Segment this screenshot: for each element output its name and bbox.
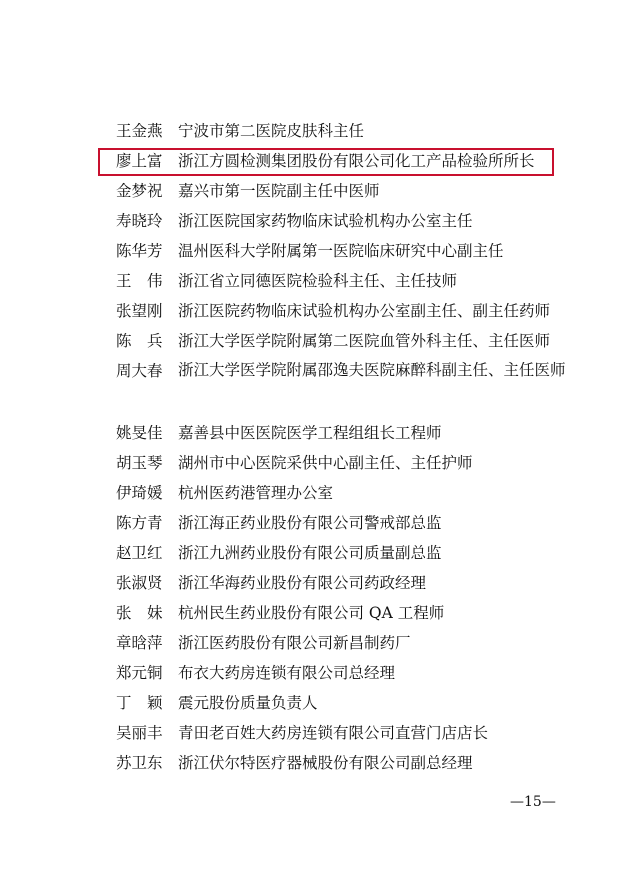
person-title: 杭州医药港管理办公室 — [178, 484, 334, 502]
page-number: —15— — [510, 794, 556, 810]
person-title: 浙江医院国家药物临床试验机构办公室主任 — [178, 212, 473, 230]
person-name: 寿晓玲 — [116, 212, 163, 230]
person-name: 周大春 — [116, 362, 163, 380]
list-item — [116, 448, 576, 478]
person-title: 青田老百姓大药房连锁有限公司直营门店店长 — [178, 724, 489, 742]
person-name: 金梦祝 — [116, 182, 163, 200]
person-name: 张 妹 — [116, 604, 163, 622]
list-item — [116, 418, 576, 448]
person-name: 陈华芳 — [116, 242, 163, 260]
list-item — [116, 718, 576, 748]
person-title: 布衣大药房连锁有限公司总经理 — [178, 664, 396, 682]
list-item — [116, 236, 576, 266]
person-title: 杭州民生药业股份有限公司 QA 工程师 — [178, 604, 445, 622]
person-title: 浙江大学医学院附属邵逸夫医院麻醉科副主任、主任医师 — [178, 361, 566, 379]
list-item — [116, 628, 576, 658]
person-title: 浙江华海药业股份有限公司药政经理 — [178, 574, 427, 592]
list-item — [116, 508, 576, 538]
person-title: 浙江伏尔特医疗器械股份有限公司副总经理 — [178, 754, 473, 772]
person-name: 张淑贤 — [116, 574, 163, 592]
person-name: 伊琦媛 — [116, 484, 163, 502]
list-item — [116, 116, 576, 146]
person-title: 浙江医药股份有限公司新昌制药厂 — [178, 634, 411, 652]
list-item — [116, 266, 576, 296]
list-item — [116, 326, 576, 356]
person-title: 浙江方圆检测集团股份有限公司化工产品检验所所长 — [178, 152, 535, 170]
list-item — [116, 688, 576, 718]
person-name: 陈 兵 — [116, 332, 163, 350]
list-item — [116, 658, 576, 688]
person-name: 张望刚 — [116, 302, 163, 320]
person-name: 章晗萍 — [116, 634, 163, 652]
list-item — [116, 598, 576, 628]
person-name: 廖上富 — [116, 152, 163, 170]
person-name: 丁 颖 — [116, 694, 163, 712]
person-name: 吴丽丰 — [116, 724, 163, 742]
person-name: 苏卫东 — [116, 754, 163, 772]
person-title: 宁波市第二医院皮肤科主任 — [178, 122, 365, 140]
person-title: 浙江省立同德医院检验科主任、主任技师 — [178, 272, 458, 290]
list-item — [116, 146, 576, 176]
person-name: 胡玉琴 — [116, 454, 163, 472]
list-item — [116, 478, 576, 508]
person-name: 姚旻佳 — [116, 424, 163, 442]
list-item — [116, 538, 576, 568]
list-item — [116, 748, 576, 778]
person-title: 嘉善县中医医院医学工程组组长工程师 — [178, 424, 442, 442]
list-item — [116, 568, 576, 598]
person-name: 王金燕 — [116, 122, 163, 140]
person-title: 嘉兴市第一医院副主任中医师 — [178, 182, 380, 200]
person-name: 陈方青 — [116, 514, 163, 532]
person-title: 浙江医院药物临床试验机构办公室副主任、副主任药师 — [178, 302, 551, 320]
list-item — [116, 356, 576, 416]
person-title: 浙江海正药业股份有限公司警戒部总监 — [178, 514, 442, 532]
person-title: 温州医科大学附属第一医院临床研究中心副主任 — [178, 242, 504, 260]
person-title: 震元股份质量负责人 — [178, 694, 318, 712]
person-name: 赵卫红 — [116, 544, 163, 562]
list-item — [116, 176, 576, 206]
person-title: 浙江九洲药业股份有限公司质量副总监 — [178, 544, 442, 562]
person-name: 郑元铜 — [116, 664, 163, 682]
list-item — [116, 296, 576, 326]
person-name: 王 伟 — [116, 272, 163, 290]
list-item — [116, 206, 576, 236]
person-title: 浙江大学医学院附属第二医院血管外科主任、主任医师 — [178, 332, 551, 350]
person-title: 湖州市中心医院采供中心副主任、主任护师 — [178, 454, 473, 472]
